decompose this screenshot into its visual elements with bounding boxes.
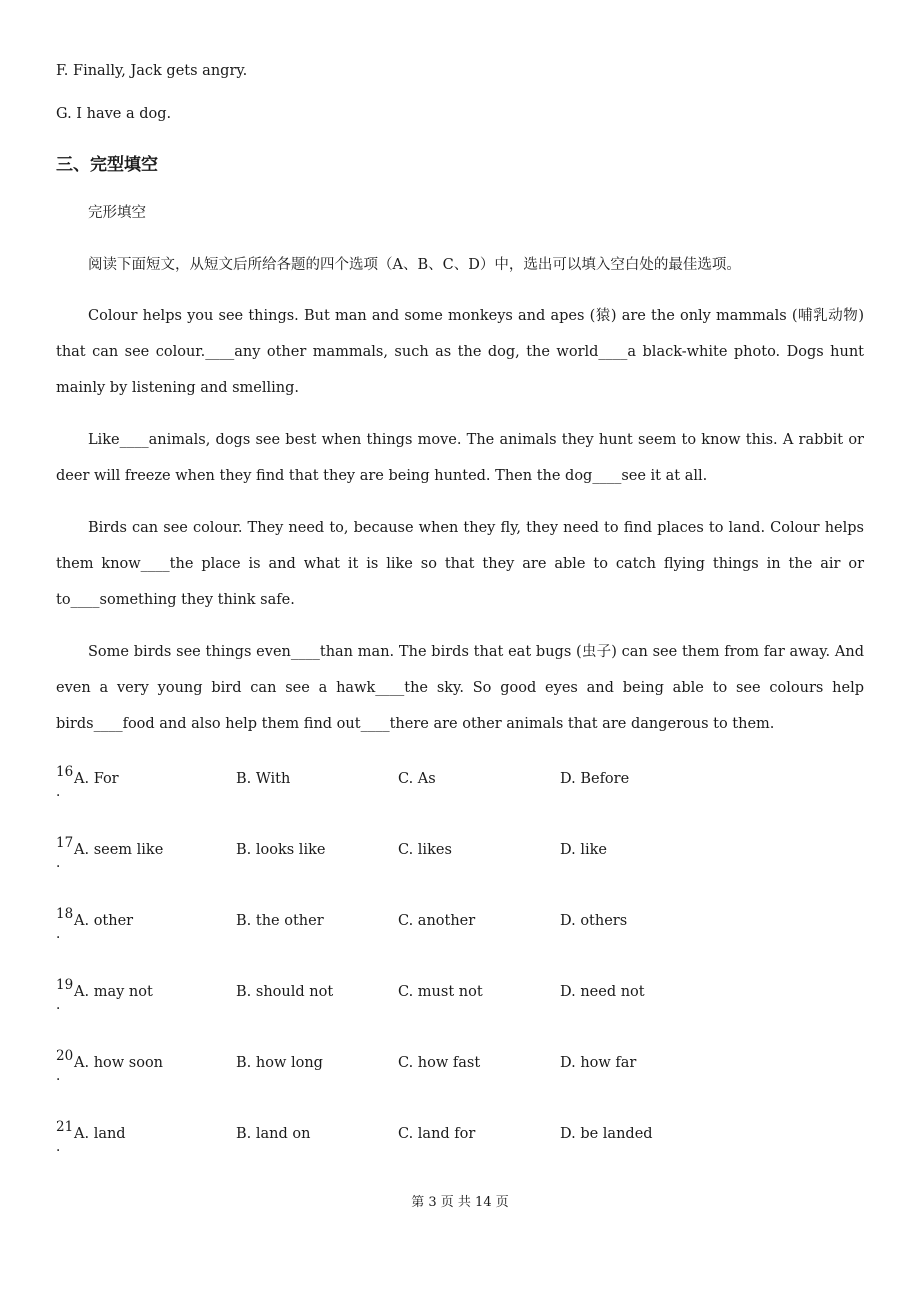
option-d: D. be landed xyxy=(560,1126,653,1142)
option-b: B. how long xyxy=(236,1055,323,1071)
question-number: 21 xyxy=(56,1119,74,1135)
question-20 xyxy=(56,1048,876,1088)
option-g: G. I have a dog. xyxy=(56,106,172,122)
option-c: C. must not xyxy=(398,984,483,1000)
option-d: D. others xyxy=(560,913,628,929)
option-c: C. As xyxy=(398,771,436,787)
question-dot: . xyxy=(56,926,61,942)
section-instruction: 阅读下面短文，从短文后所给各题的四个选项（A、B、C、D）中，选出可以填入空白处的最佳选项。 xyxy=(88,257,741,273)
section-subtitle: 完形填空 xyxy=(88,205,146,221)
option-b: B. looks like xyxy=(236,842,326,858)
page-footer: 第 3 页 共 14 页 xyxy=(411,1195,509,1210)
option-d: D. Before xyxy=(560,771,630,787)
option-d: D. how far xyxy=(560,1055,637,1071)
option-c: C. land for xyxy=(398,1126,476,1142)
question-number: 16 xyxy=(56,764,74,780)
option-a: A. seem like xyxy=(74,842,164,858)
option-b: B. should not xyxy=(236,984,334,1000)
question-number: 20 xyxy=(56,1048,74,1064)
option-a: A. land xyxy=(74,1126,126,1142)
question-number: 17 xyxy=(56,835,74,851)
question-18 xyxy=(56,906,876,946)
passage-paragraph-1: Colour helps you see things. But man and some monkeys and apes (猿) are the only mammals (哺乳动物) that can see colour.____any other mammals, such as the dog, the world____a black-white photo. Dogs hunt mainly by listening and smelling. xyxy=(56,308,864,396)
question-dot: . xyxy=(56,855,61,871)
question-dot: . xyxy=(56,784,61,800)
passage-paragraph-2: Like____animals, dogs see best when things move. The animals they hunt seem to know this. A rabbit or deer will freeze when they find that they are being hunted. Then the dog____see it at all. xyxy=(56,432,864,484)
question-16 xyxy=(56,764,876,804)
option-b: B. With xyxy=(236,771,291,787)
passage-paragraph-3: Birds can see colour. They need to, because when they fly, they need to find places to land. Colour helps them know____the place is and what it is like so that they are able to catch flying things in the air or to____something they think safe. xyxy=(56,520,864,608)
option-d: D. need not xyxy=(560,984,645,1000)
option-c: C. how fast xyxy=(398,1055,481,1071)
question-dot: . xyxy=(56,1139,61,1155)
option-c: C. likes xyxy=(398,842,452,858)
option-a: A. other xyxy=(74,913,134,929)
option-b: B. land on xyxy=(236,1126,311,1142)
option-a: A. For xyxy=(74,771,119,787)
passage-paragraph-4: Some birds see things even____than man. The birds that eat bugs (虫子) can see them from far away. And even a very young bird can see a hawk____the sky. So good eyes and being able to see colours help birds____food and also help them find out____there are other animals that are dangerous to them. xyxy=(56,644,864,732)
question-dot: . xyxy=(56,1068,61,1084)
option-f: F. Finally, Jack gets angry. xyxy=(56,63,248,79)
option-c: C. another xyxy=(398,913,476,929)
question-19 xyxy=(56,977,876,1017)
option-b: B. the other xyxy=(236,913,324,929)
question-number: 18 xyxy=(56,906,74,922)
question-17 xyxy=(56,835,876,875)
option-a: A. how soon xyxy=(74,1055,164,1071)
option-d: D. like xyxy=(560,842,607,858)
question-dot: . xyxy=(56,997,61,1013)
option-a: A. may not xyxy=(74,984,153,1000)
section-heading: 三、完型填空 xyxy=(56,155,158,175)
question-number: 19 xyxy=(56,977,74,993)
question-21 xyxy=(56,1119,876,1159)
